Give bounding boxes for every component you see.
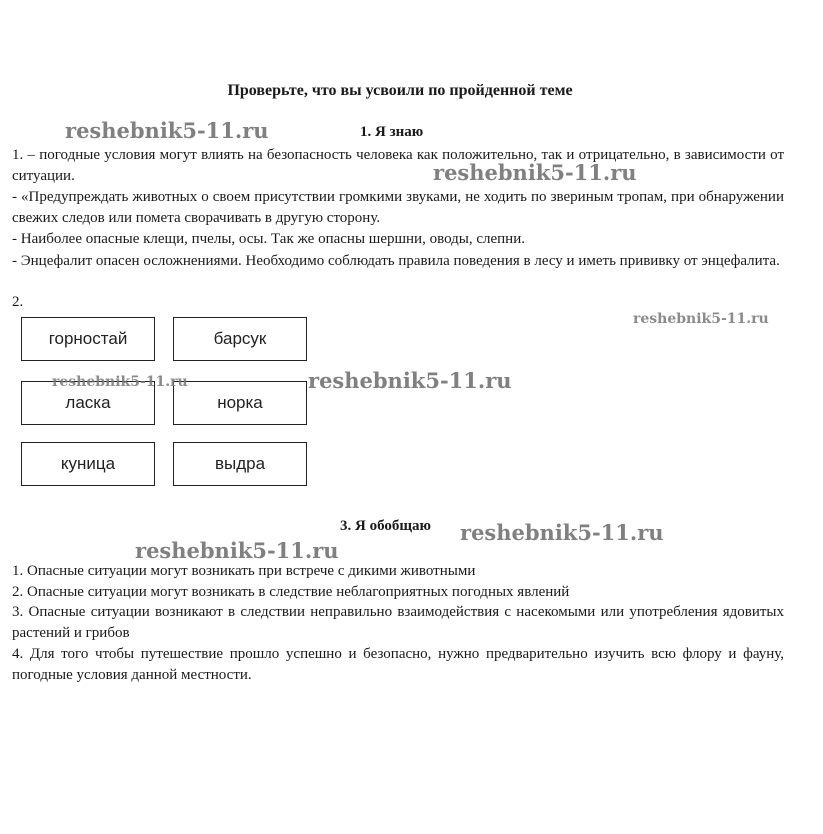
card-barsuk: барсук: [173, 317, 307, 361]
section1-heading: 1. Я знаю: [360, 124, 424, 140]
item-2-label: 2.: [12, 294, 24, 310]
watermark: reshebnik5-11.ru: [433, 160, 637, 185]
paragraph-3: - Наиболее опасные клещи, пчелы, осы. Так же опасны шершни, оводы, слепни.: [12, 231, 525, 247]
watermark: reshebnik5-11.ru: [460, 520, 664, 545]
paragraph-4: - Энцефалит опасен осложнениями. Необходимо соблюдать правила поведения в лесу и иметь прививку от энцефалита.: [12, 253, 780, 269]
watermark: reshebnik5-11.ru: [135, 538, 339, 563]
page-title: Проверьте, что вы усвоили по пройденной теме: [227, 82, 573, 99]
section3-heading: 3. Я обобщаю: [340, 518, 432, 534]
paragraph-1: 1. – погодные условия могут влиять на безопасность человека как положительно, так и отрицательно, в зависимости от ситуации.: [12, 147, 784, 184]
summary-item-4: 4. Для того чтобы путешествие прошло успешно и безопасно, нужно предварительно изучить всю флору и фауну, погодные условия данной местности.: [12, 646, 784, 683]
summary-item-1: 1. Опасные ситуации могут возникать при встрече с дикими животными: [12, 563, 476, 579]
card-laska: ласка: [21, 381, 155, 425]
watermark: reshebnik5-11.ru: [52, 374, 188, 390]
watermark: reshebnik5-11.ru: [65, 118, 269, 143]
summary-item-3: 3. Опасные ситуации возникают в следствии неправильно взаимодействия с насекомыми или употребления ядовитых растений и грибов: [12, 604, 784, 641]
paragraph-2: - «Предупреждать животных о своем присутствии громкими звуками, не ходить по звериным тропам, при обнаружении свежих следов или помета сворачивать в другую сторону.: [12, 189, 784, 226]
watermark: reshebnik5-11.ru: [633, 311, 769, 327]
watermark: reshebnik5-11.ru: [308, 368, 512, 393]
card-kunitsa: куница: [21, 442, 155, 486]
card-gornostai: горностай: [21, 317, 155, 361]
summary-item-2: 2. Опасные ситуации могут возникать в следствие неблагоприятных погодных явлений: [12, 584, 570, 600]
card-vydra: выдра: [173, 442, 307, 486]
card-norka: норка: [173, 381, 307, 425]
